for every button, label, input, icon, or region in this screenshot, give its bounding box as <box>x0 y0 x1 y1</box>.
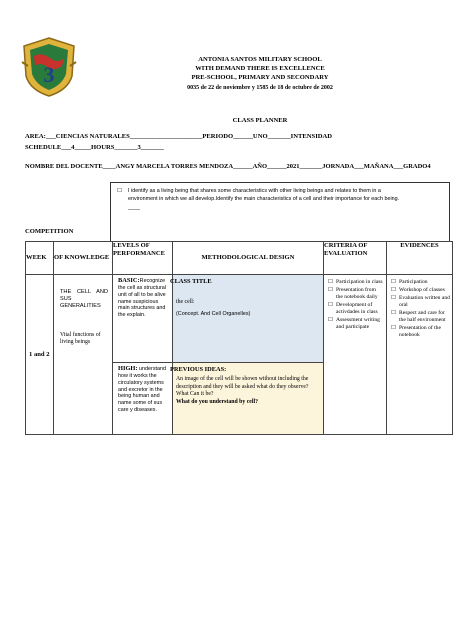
header-levels: LEVELS OF PERFORMANCE <box>113 242 173 275</box>
class-title-line2: (Concept. And Cell Organelles) <box>176 311 251 317</box>
objective-bullet <box>117 204 128 212</box>
knowledge-sub: Vital functions of living beings <box>60 331 101 346</box>
level-high-cell <box>113 363 173 435</box>
level-high-text: understand how it works the circulatory systems and excretor in the being human and name some of sus care y diseases. <box>118 366 167 413</box>
evidences-cell <box>387 275 453 435</box>
week-cell: 1 and 2 <box>26 275 54 435</box>
list-item: ☐ Development of activdades in class <box>328 301 378 315</box>
criteria-cell <box>324 275 387 435</box>
header-week: WEEK <box>26 242 54 275</box>
level-basic-cell <box>113 275 173 363</box>
list-item: ☐ Presentation of the notebook <box>391 324 441 338</box>
objective-text: environment in which we all develop.Identify the main characteristics of a cell and their importance for each being. <box>128 196 400 203</box>
objective-row <box>117 195 443 203</box>
knowledge-cell <box>54 275 113 435</box>
school-motto: WITH DEMAND THERE IS EXCELLENCE <box>195 65 325 72</box>
checkbox-icon: ☐ <box>117 188 122 194</box>
checkbox-icon: ☐ <box>391 309 397 316</box>
previous-ideas-question: What do you understand by cell? <box>176 398 258 405</box>
school-levels: PRE-SCHOOL, PRIMARY AND SECONDARY <box>191 74 329 81</box>
objective-row <box>117 187 443 195</box>
list-item: ☐ Participation in class <box>328 279 383 285</box>
objective-text: I identify as a living being that shares some characteristics with other living beings and relates to them in a <box>128 188 381 194</box>
checkbox-icon: ☐ <box>328 279 334 285</box>
header-knowledge: OF KNOWLEDGE <box>54 242 113 275</box>
table-header-row <box>26 242 453 275</box>
list-item: ☐ Respect and care for the half environment <box>391 309 446 323</box>
checkbox-icon: ☐ <box>328 316 334 323</box>
teacher-line: NOMBRE DEL DOCENTE____ANGY MARCELA TORRES MENDOZA______AÑO______2021_______JORNADA___MAÑANA___GRADO4 <box>25 163 431 170</box>
school-decree: 0035 de 22 de noviembre y 1585 de 18 de octubre de 2002 <box>187 85 333 91</box>
level-basic-text: Recognize the cell as structural unit of all to be alive name suspicious main structures and the explain. <box>118 278 166 318</box>
svg-text:3: 3 <box>43 62 55 87</box>
objective-text: ____ <box>128 204 140 211</box>
checkbox-icon: ☐ <box>328 301 334 308</box>
objective-bullet <box>117 195 128 203</box>
objective-row <box>117 204 443 212</box>
page-title: CLASS PLANNER <box>232 117 288 124</box>
class-title-line1: the cell: <box>176 299 195 305</box>
checkbox-icon: ☐ <box>391 279 397 285</box>
level-high-label: HIGH: <box>118 365 138 372</box>
previous-ideas-label: PREVIOUS IDEAS: <box>170 366 227 373</box>
header-method: METHODOLOGICAL DESIGN <box>173 242 324 275</box>
competition-label: COMPETITION <box>25 228 74 235</box>
list-item: ☐ Evaluation written and oral <box>391 294 450 308</box>
class-title-cell <box>170 275 324 363</box>
checkbox-icon: ☐ <box>391 286 397 293</box>
area-line: AREA:___CIENCIAS NATURALES______________________PERIODO______UNO_______INTENSIDAD <box>25 133 333 140</box>
header-criteria: CRITERIA OF EVALUATION <box>324 242 387 275</box>
schedule-line: SCHEDULE___4_____HOURS_______3_______ <box>25 144 164 151</box>
previous-ideas-text: An image of the cell will be shown without including the description and they will be asked what do they observe? What Can it be? <box>176 376 309 398</box>
class-title-label: CLASS TITLE <box>170 278 212 285</box>
school-logo <box>20 36 78 98</box>
list-item: ☐ Assessment writing and participate <box>328 316 380 330</box>
checkbox-icon: ☐ <box>391 324 397 331</box>
knowledge-topic: THE CELL AND SUS GENERALITIES <box>60 289 108 309</box>
level-basic-label: BASIC: <box>118 277 140 284</box>
objectives-box <box>110 182 450 242</box>
list-item: ☐ Presentation from the notebook daily <box>328 286 378 300</box>
table-row <box>26 275 453 363</box>
list-item: ☐ Workshop of classes <box>391 286 445 293</box>
checkbox-icon: ☐ <box>328 286 334 293</box>
list-item: ☐ Participation <box>391 279 428 285</box>
previous-ideas-cell <box>170 363 324 435</box>
school-name: ANTONIA SANTOS MILITARY SCHOOL <box>198 56 322 63</box>
header-evidences: EVIDENCES <box>387 242 453 275</box>
checkbox-icon: ☐ <box>391 294 397 301</box>
planner-table <box>25 241 453 435</box>
